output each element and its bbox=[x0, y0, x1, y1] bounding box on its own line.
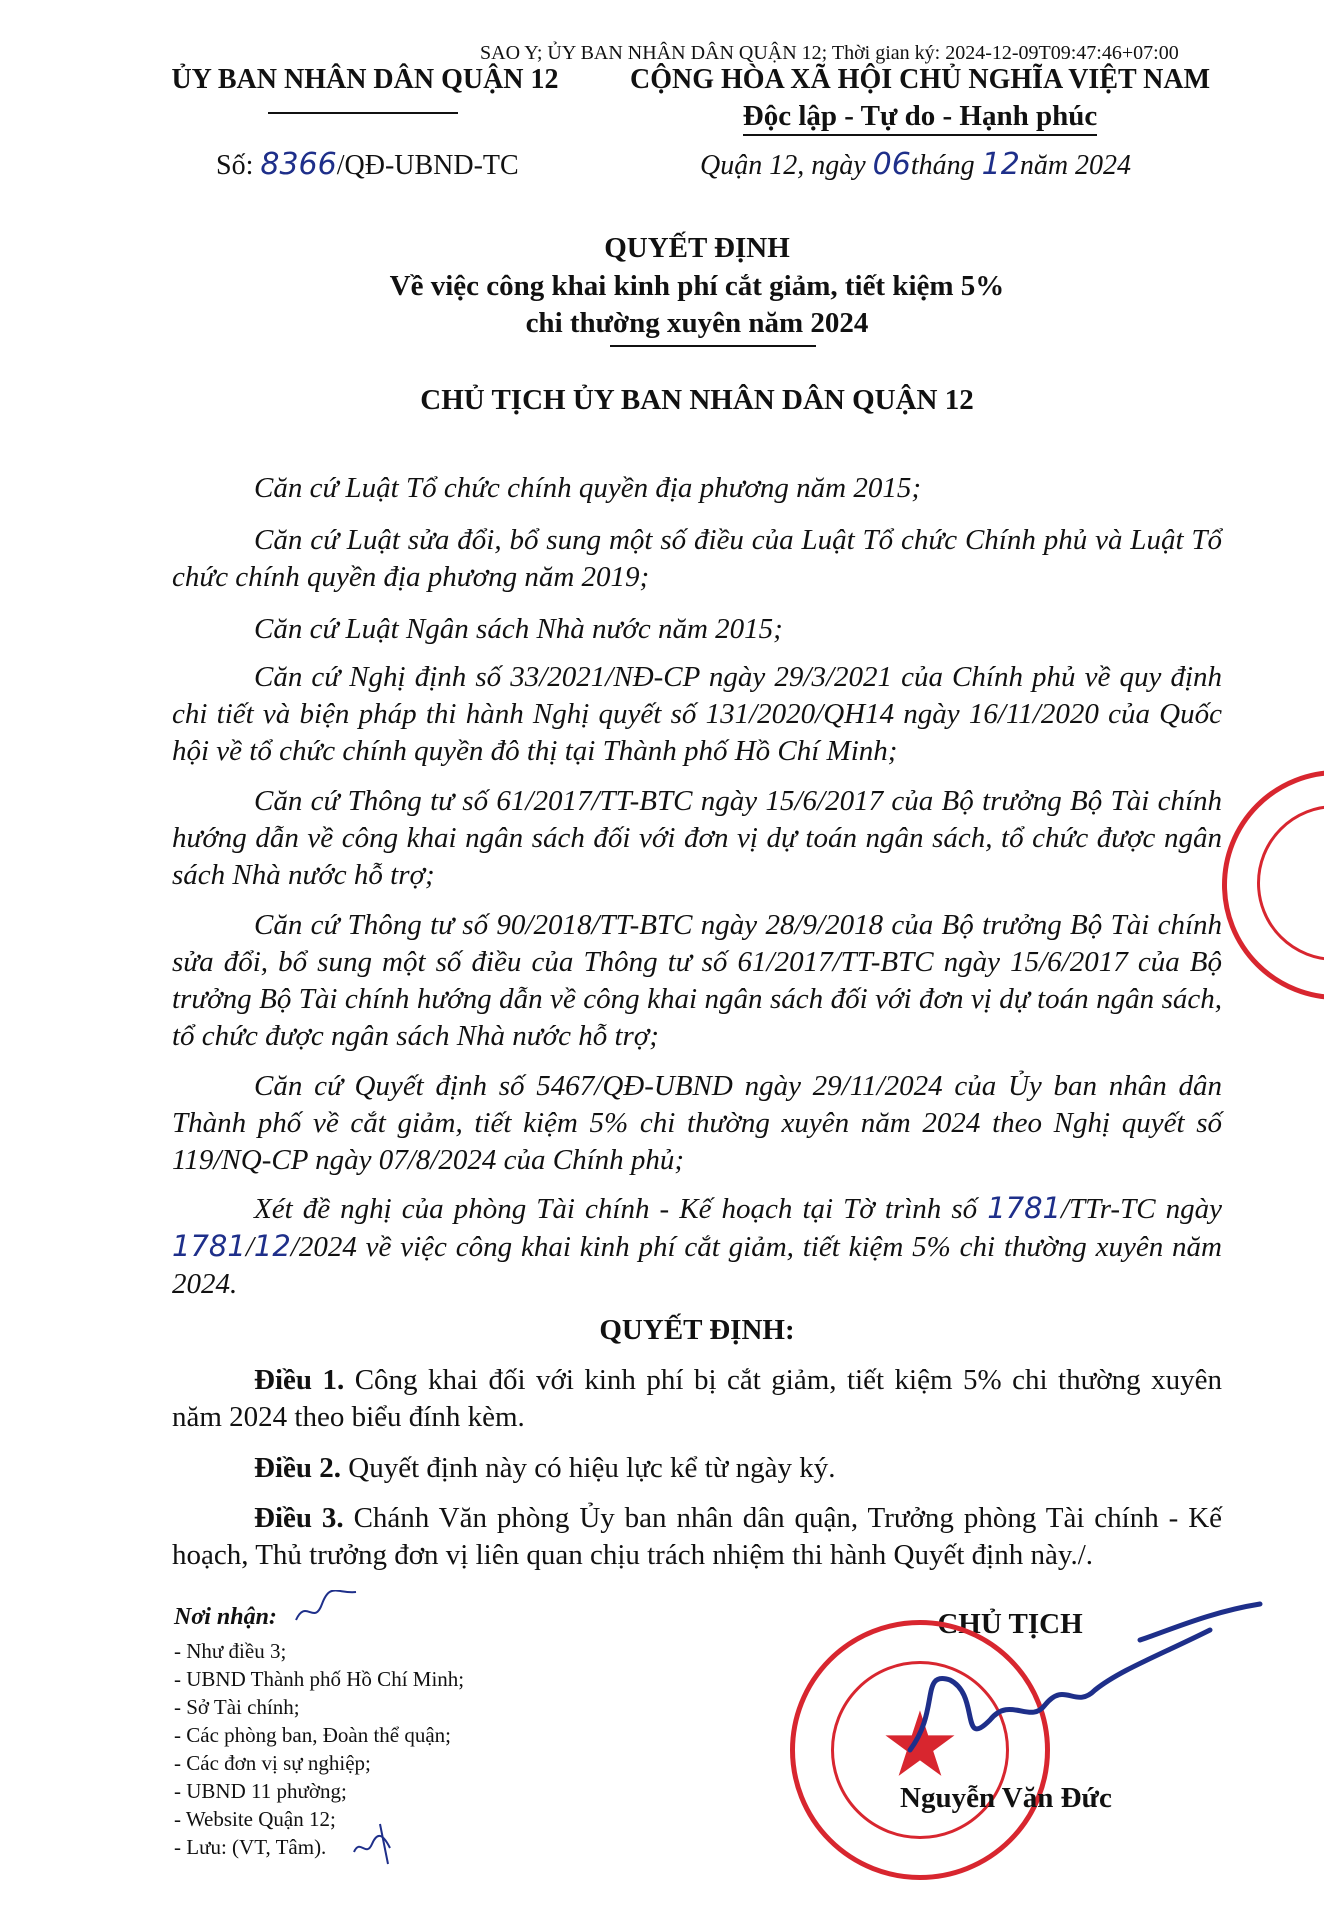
recipient-item: - Lưu: (VT, Tâm). bbox=[174, 1835, 327, 1859]
basis-3: Căn cứ Luật Ngân sách Nhà nước năm 2015; bbox=[254, 613, 783, 645]
motto-text: Độc lập - Tự do - Hạnh phúc bbox=[743, 100, 1098, 136]
copy-signature-line: SAO Y; ỦY BAN NHÂN DÂN QUẬN 12; Thời gian ký: 2024-12-09T09:47:46+07:00 bbox=[480, 42, 1179, 64]
handwritten-proposal-month: 12 bbox=[253, 1229, 291, 1263]
initial-scribble-icon bbox=[292, 1590, 362, 1630]
proposal-text-b: /TTr-TC ngày bbox=[1061, 1193, 1222, 1225]
recipient-item: - Các đơn vị sự nghiệp; bbox=[174, 1751, 371, 1775]
article-2-label: Điều 2. bbox=[254, 1452, 341, 1484]
article-2-text: Quyết định này có hiệu lực kể từ ngày ký. bbox=[341, 1452, 836, 1484]
handwritten-month: 12 bbox=[981, 147, 1020, 182]
recipient-item: - Các phòng ban, Đoàn thể quận; bbox=[174, 1723, 452, 1747]
initial-scribble-icon bbox=[350, 1818, 410, 1868]
article-3-label: Điều 3. bbox=[254, 1502, 344, 1534]
document-number bbox=[216, 147, 519, 182]
recipient-item: - Website Quận 12; bbox=[174, 1807, 336, 1831]
article-1 bbox=[172, 1362, 1222, 1436]
title-underline bbox=[610, 345, 816, 347]
document-date bbox=[700, 147, 1131, 182]
article-2 bbox=[172, 1450, 1222, 1487]
recipient-item: - Sở Tài chính; bbox=[174, 1695, 300, 1719]
signature-scribble-icon bbox=[880, 1600, 1320, 1790]
recipient-item: - Như điều 3; bbox=[174, 1639, 287, 1663]
proposal-text-c: / bbox=[245, 1231, 254, 1263]
seal-star-icon: ★ bbox=[879, 1696, 961, 1796]
basis-7: Căn cứ Quyết định số 5467/QĐ-UBND ngày 29/11/2024 của Ủy ban nhân dân Thành phố về cắt giảm, tiết kiệm 5% chi thường xuyên năm 2024 theo Nghị quyết số 119/NQ-CP ngày 07/8/2024 của Chính phủ; bbox=[172, 1070, 1222, 1176]
proposal-text-a: Xét đề nghị của phòng Tài chính - Kế hoạch tại Tờ trình số bbox=[254, 1193, 988, 1225]
overlap-seal-inner-ring-icon bbox=[1257, 805, 1324, 961]
article-3 bbox=[172, 1500, 1222, 1574]
handwritten-number: 8366 bbox=[260, 147, 337, 182]
basis-5: Căn cứ Thông tư số 61/2017/TT-BTC ngày 15/6/2017 của Bộ trưởng Bộ Tài chính hướng dẫn về công khai ngân sách đối với đơn vị dự toán ngân sách, tổ chức được ngân sách Nhà nước hỗ trợ; bbox=[172, 785, 1222, 891]
signer-name: Nguyễn Văn Đức bbox=[900, 1782, 1112, 1814]
overlap-seal-icon bbox=[1222, 770, 1324, 1000]
proposal-text-d: /2024 về việc công khai kinh phí cắt giảm, tiết kiệm 5% chi thường xuyên năm 2024. bbox=[172, 1231, 1222, 1300]
decision-heading: QUYẾT ĐỊNH: bbox=[599, 1314, 795, 1346]
basis-6: Căn cứ Thông tư số 90/2018/TT-BTC ngày 28/9/2018 của Bộ trưởng Bộ Tài chính sửa đổi, bổ sung một số điều của Thông tư số 61/2017/TT-BTC ngày 15/6/2017 của Bộ trưởng Bộ Tài chính hướng dẫn về công khai ngân sách đối với đơn vị dự toán ngân sách, tổ chức được ngân sách Nhà nước hỗ trợ; bbox=[172, 909, 1222, 1052]
document-type: QUYẾT ĐỊNH bbox=[604, 232, 790, 264]
signer-title: CHỦ TỊCH bbox=[937, 1608, 1083, 1640]
number-suffix: /QĐ-UBND-TC bbox=[336, 150, 519, 181]
date-month-label: tháng bbox=[910, 150, 982, 181]
basis-4: Căn cứ Nghị định số 33/2021/NĐ-CP ngày 29/3/2021 của Chính phủ về quy định chi tiết và biện pháp thi hành Nghị quyết số 131/2020/QH14 ngày 16/11/2020 của Quốc hội về tổ chức chính quyền đô thị tại Thành phố Hồ Chí Minh; bbox=[172, 661, 1222, 767]
recipient-item: - UBND 11 phường; bbox=[174, 1779, 347, 1803]
date-year: năm 2024 bbox=[1019, 150, 1132, 181]
handwritten-day: 06 bbox=[872, 147, 911, 182]
article-1-text: Công khai đối với kinh phí bị cắt giảm, tiết kiệm 5% chi thường xuyên năm 2024 theo biểu đính kèm. bbox=[172, 1364, 1222, 1433]
nation-name: CỘNG HÒA XÃ HỘI CHỦ NGHĨA VIỆT NAM bbox=[630, 64, 1211, 95]
subject-line-2: chi thường xuyên năm 2024 bbox=[525, 307, 869, 339]
handwritten-proposal-number: 1781 bbox=[987, 1191, 1061, 1225]
subject-line-1: Về việc công khai kinh phí cắt giảm, tiết kiệm 5% bbox=[389, 270, 1005, 302]
authority-heading: CHỦ TỊCH ỦY BAN NHÂN DÂN QUẬN 12 bbox=[420, 384, 974, 416]
number-prefix: Số: bbox=[216, 150, 261, 181]
date-prefix: Quận 12, ngày bbox=[700, 150, 873, 181]
recipients-heading: Nơi nhận: bbox=[174, 1604, 277, 1630]
article-3-text: Chánh Văn phòng Ủy ban nhân dân quận, Trưởng phòng Tài chính - Kế hoạch, Thủ trưởng đơn vị liên quan chịu trách nhiệm thi hành Quyết định này./. bbox=[172, 1502, 1223, 1571]
issuer-underline bbox=[268, 112, 458, 114]
national-motto bbox=[630, 100, 1210, 133]
issuer-name: ỦY BAN NHÂN DÂN QUẬN 12 bbox=[171, 64, 559, 95]
article-1-label: Điều 1. bbox=[254, 1364, 345, 1396]
proposal-paragraph bbox=[172, 1190, 1222, 1303]
handwritten-proposal-day: 1781 bbox=[172, 1229, 246, 1263]
basis-1: Căn cứ Luật Tổ chức chính quyền địa phương năm 2015; bbox=[254, 472, 922, 504]
recipient-item: - UBND Thành phố Hồ Chí Minh; bbox=[174, 1667, 465, 1691]
basis-2: Căn cứ Luật sửa đổi, bổ sung một số điều của Luật Tổ chức Chính phủ và Luật Tổ chức chính quyền địa phương năm 2019; bbox=[172, 524, 1222, 593]
